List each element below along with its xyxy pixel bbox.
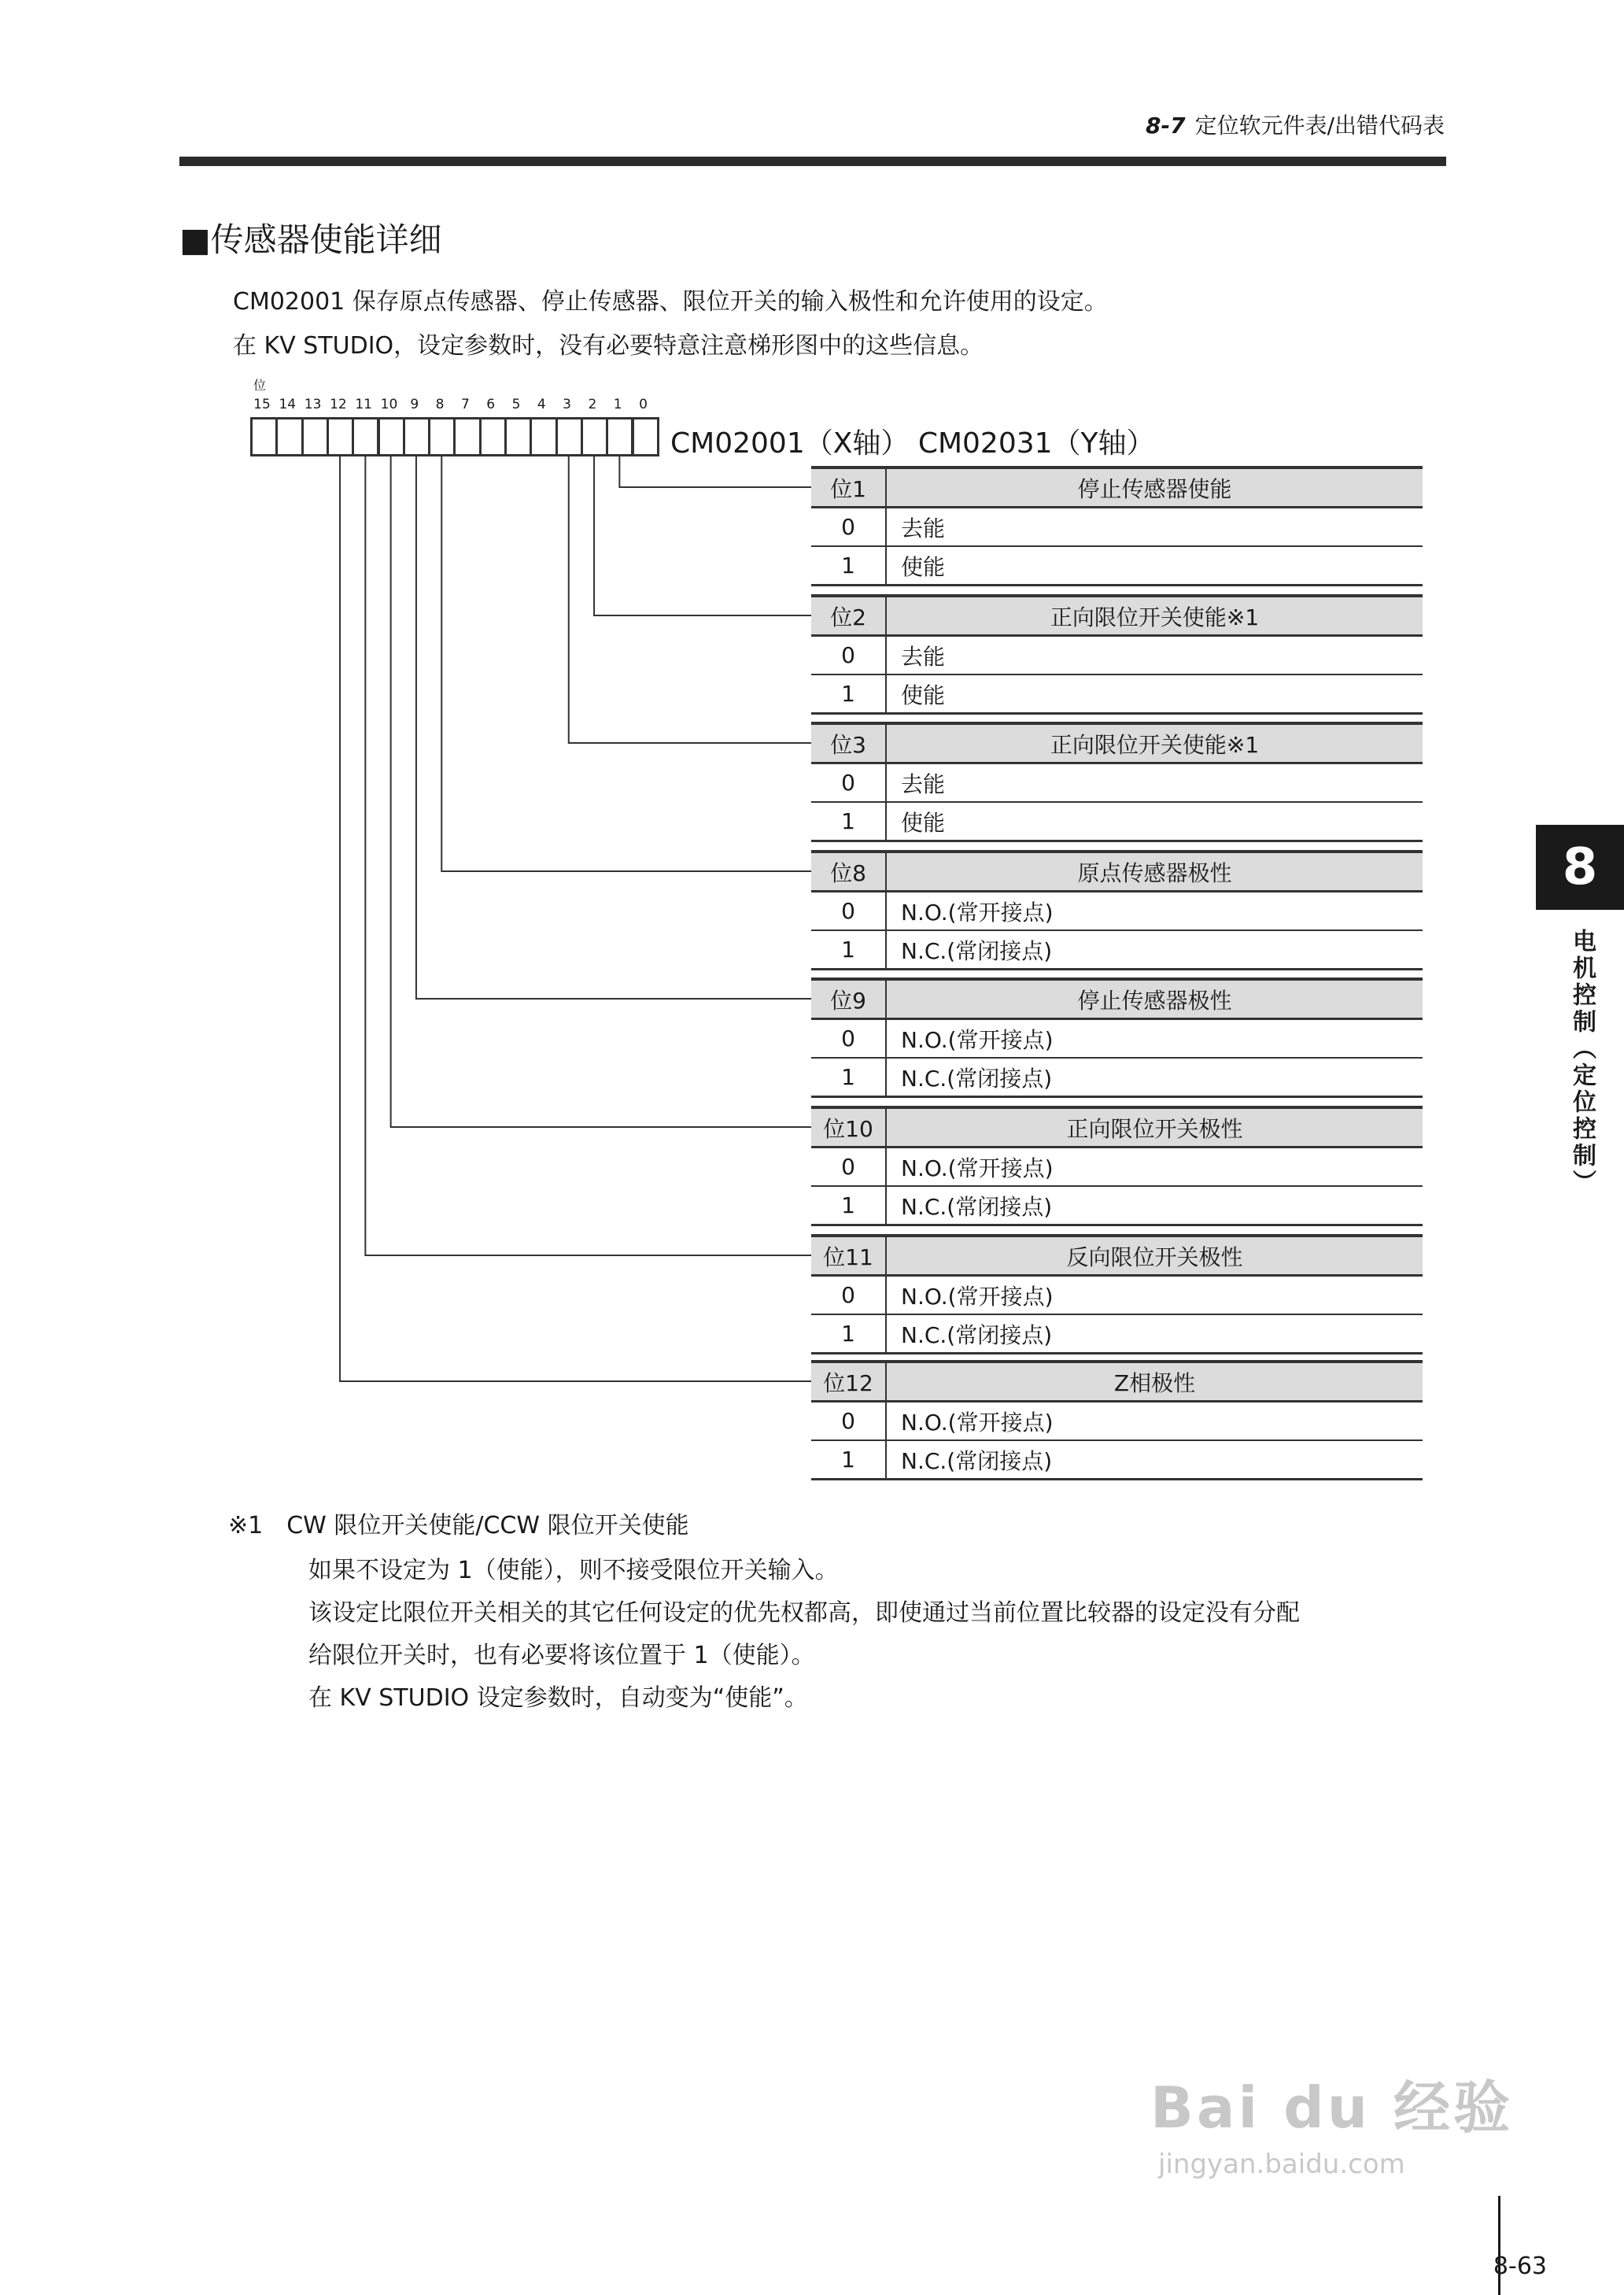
table-row (811, 802, 1423, 841)
intro-paragraph-2: 在 KV STUDIO，设定参数时，没有必要特意注意梯形图中的这些信息。 (233, 332, 984, 360)
bit-number: 1 (613, 397, 622, 412)
bit-number: 13 (304, 397, 322, 412)
header-section-title: 定位软元件表/出错代码表 (1194, 113, 1445, 139)
row-description: 去能 (886, 763, 1423, 803)
bit-table (811, 594, 1423, 715)
bit-position-label: 位 (253, 378, 267, 393)
row-description: 使能 (886, 802, 1423, 841)
table-row (811, 546, 1423, 586)
table-title: 停止传感器极性 (886, 979, 1423, 1019)
bit-table (811, 978, 1423, 1098)
table-bit-label: 位3 (811, 723, 886, 763)
connector-line (569, 456, 811, 743)
table-bit-label: 位10 (811, 1107, 886, 1148)
table-row (811, 674, 1423, 714)
row-value: 0 (811, 1276, 886, 1315)
footnote-line-2: 该设定比限位开关相关的其它任何设定的优先权都高，即使通过当前位置比较器的设定没有分配 (308, 1599, 1300, 1627)
connector-line (619, 456, 811, 487)
chapter-title: 电机控制（定位控制） (1568, 929, 1596, 1196)
table-row (811, 1440, 1423, 1480)
connector-line (441, 456, 811, 871)
row-description: N.O.(常开接点) (886, 1019, 1423, 1059)
table-header-row (811, 979, 1423, 1019)
row-description: N.O.(常开接点) (886, 1402, 1423, 1441)
row-value: 1 (811, 1186, 886, 1225)
bit-table (811, 850, 1423, 970)
bit-number: 5 (511, 397, 521, 412)
connector-line (594, 456, 811, 615)
bit-table (811, 466, 1423, 586)
intro-paragraph-1: CM02001 保存原点传感器、停止传感器、限位开关的输入极性和允许使用的设定。 (233, 288, 1108, 316)
bit-table (811, 1234, 1423, 1354)
register-label: CM02001（X轴） CM02031（Y轴） (670, 427, 1155, 460)
row-description: N.C.(常闭接点) (886, 1186, 1423, 1225)
bit-number: 0 (639, 397, 648, 412)
row-value: 0 (811, 892, 886, 931)
bit-number: 12 (330, 397, 347, 412)
table-bit-label: 位12 (811, 1362, 886, 1402)
table-title: 停止传感器使能 (886, 468, 1423, 508)
row-value: 1 (811, 1440, 886, 1480)
bit-number: 4 (537, 397, 546, 412)
table-bit-label: 位8 (811, 852, 886, 892)
bit-number: 11 (355, 397, 372, 412)
row-value: 1 (811, 1058, 886, 1097)
table-bit-label: 位1 (811, 468, 886, 508)
table-header-row (811, 468, 1423, 508)
table-bit-label: 位2 (811, 596, 886, 636)
row-description: 使能 (886, 546, 1423, 586)
bit-number: 9 (410, 397, 419, 412)
bit-table (811, 722, 1423, 842)
table-title: 反向限位开关极性 (886, 1236, 1423, 1276)
row-value: 1 (811, 546, 886, 586)
table-bit-label: 位9 (811, 979, 886, 1019)
table-row (811, 1314, 1423, 1354)
table-bit-label: 位11 (811, 1236, 886, 1276)
table-title: 原点传感器极性 (886, 852, 1423, 892)
table-row (811, 1276, 1423, 1315)
row-description: N.C.(常闭接点) (886, 1314, 1423, 1354)
row-value: 0 (811, 763, 886, 803)
table-row (811, 1148, 1423, 1187)
table-header-row (811, 596, 1423, 636)
table-row (811, 1186, 1423, 1225)
table-row (811, 636, 1423, 675)
watermark-logo-text: Bai du 经验 (1150, 2075, 1514, 2141)
row-value: 0 (811, 1019, 886, 1059)
chapter-number: 8 (1536, 825, 1624, 910)
watermark-url: jingyan.baidu.com (1158, 2149, 1405, 2180)
table-title: 正向限位开关极性 (886, 1107, 1423, 1148)
bit-number: 7 (460, 397, 470, 412)
row-description: N.C.(常闭接点) (886, 1058, 1423, 1097)
table-header-row (811, 1236, 1423, 1276)
row-description: N.C.(常闭接点) (886, 1440, 1423, 1480)
bit-number: 2 (588, 397, 597, 412)
connector-line (365, 456, 811, 1255)
section-title: ■传感器使能详细 (179, 220, 442, 259)
bit-number: 3 (563, 397, 571, 412)
row-description: 去能 (886, 508, 1423, 547)
footnote-title: ※1 CW 限位开关使能/CCW 限位开关使能 (228, 1512, 689, 1539)
row-description: N.O.(常开接点) (886, 892, 1423, 931)
row-description: N.O.(常开接点) (886, 1148, 1423, 1187)
table-row (811, 1402, 1423, 1441)
connector-line (416, 456, 811, 999)
bit-number: 6 (486, 397, 496, 412)
table-title: 正向限位开关使能※1 (886, 596, 1423, 636)
row-value: 0 (811, 1402, 886, 1441)
connector-line (340, 456, 811, 1381)
table-row (811, 892, 1423, 931)
row-value: 0 (811, 636, 886, 675)
table-title: 正向限位开关使能※1 (886, 723, 1423, 763)
row-value: 1 (811, 1314, 886, 1354)
table-row (811, 508, 1423, 547)
bit-number: 14 (279, 397, 297, 412)
bit-number: 15 (253, 397, 271, 412)
table-title: Z相极性 (886, 1362, 1423, 1402)
watermark (1150, 2062, 1520, 2180)
row-description: 使能 (886, 674, 1423, 714)
table-header-row (811, 1107, 1423, 1148)
bit-number: 10 (380, 397, 398, 412)
table-row (811, 1019, 1423, 1059)
footnote-line-4: 在 KV STUDIO 设定参数时，自动变为“使能”。 (308, 1684, 808, 1712)
row-description: N.O.(常开接点) (886, 1276, 1423, 1315)
row-value: 0 (811, 508, 886, 547)
bit-table (811, 1106, 1423, 1226)
row-value: 1 (811, 674, 886, 714)
table-header-row (811, 723, 1423, 763)
row-value: 0 (811, 1148, 886, 1187)
table-header-row (811, 852, 1423, 892)
bit-number: 8 (435, 397, 445, 412)
page-number-rule (1498, 2196, 1500, 2295)
table-row (811, 930, 1423, 970)
row-value: 1 (811, 802, 886, 841)
connector-line (391, 456, 811, 1127)
table-row (811, 1058, 1423, 1097)
table-header-row (811, 1362, 1423, 1402)
header-section-number: 8-7 (1145, 113, 1186, 139)
page-number: 8-63 (1493, 2252, 1547, 2280)
footnote-line-1: 如果不设定为 1（使能），则不接受限位开关输入。 (308, 1557, 839, 1584)
row-description: 去能 (886, 636, 1423, 675)
bit-table (811, 1360, 1423, 1480)
table-row (811, 763, 1423, 803)
row-value: 1 (811, 930, 886, 970)
footnote-line-3: 给限位开关时，也有必要将该位置于 1（使能）。 (308, 1642, 815, 1669)
row-description: N.C.(常闭接点) (886, 930, 1423, 970)
